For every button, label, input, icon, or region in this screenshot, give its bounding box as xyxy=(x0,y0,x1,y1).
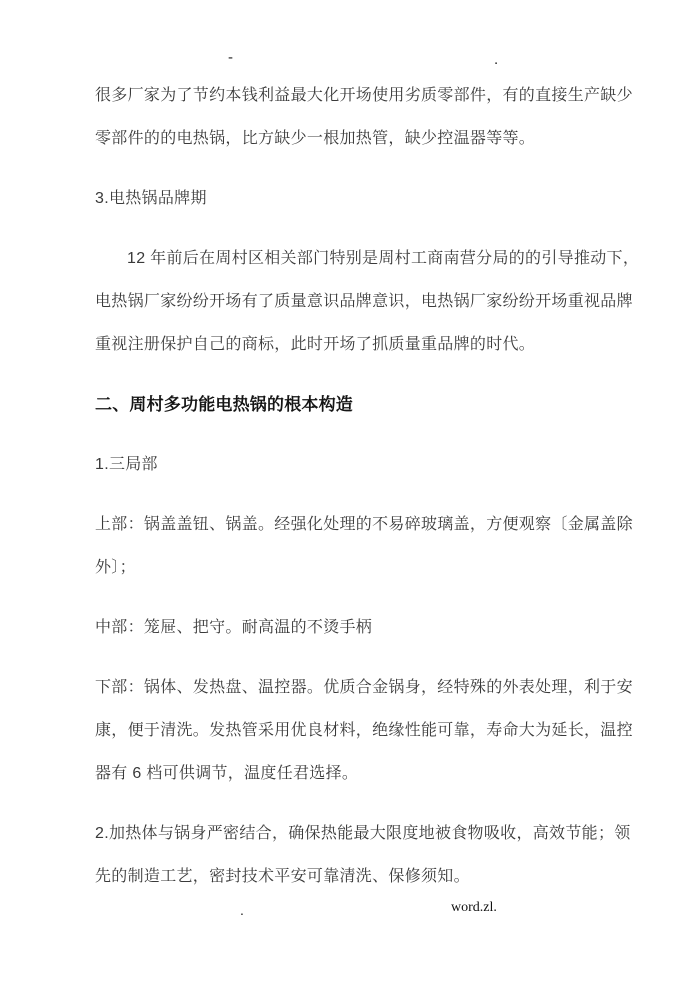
paragraph-brand-awareness xyxy=(95,237,640,366)
heading-brand-period xyxy=(95,177,635,220)
text-line: 康，便于清洗。发热管采用优良材料，绝缘性能可靠，寿命大为延长，温控 xyxy=(95,722,633,739)
paragraph-lower-part xyxy=(95,666,635,795)
text-line: 3.电热锅品牌期 xyxy=(95,190,207,207)
text-line: 器有 6 档可供调节，温度任君选择。 xyxy=(95,765,359,782)
text-line: 很多厂家为了节约本钱利益最大化开场使用劣质零部件，有的直接生产缺少 xyxy=(95,87,633,104)
paragraph-defect-manufacturers xyxy=(95,74,635,160)
header-dash-mark: - xyxy=(228,49,233,66)
text-line: 2.加热体与锅身严密结合，确保热能最大限度地被食物吸收，高效节能；领 xyxy=(95,825,631,842)
footer-dot-mark: . xyxy=(240,902,244,918)
document-body xyxy=(95,74,640,918)
heading-three-parts xyxy=(95,443,635,486)
paragraph-heating-seal xyxy=(95,812,635,898)
header-dot-mark: . xyxy=(494,51,499,68)
text-line: 先的制造工艺，密封技术平安可靠清洗、保修须知。 xyxy=(95,868,470,885)
text-line: 零部件的的电热锅，比方缺少一根加热管，缺少控温器等等。 xyxy=(95,130,536,147)
paragraph-middle-part xyxy=(95,606,635,649)
text-line: 重视注册保护自己的商标，此时开场了抓质量重品牌的时代。 xyxy=(95,336,536,353)
text-line: 中部：笼屉、把守。耐高温的不烫手柄 xyxy=(95,619,373,636)
heading-section-two-structure xyxy=(95,383,635,426)
text-line: 二、周村多功能电热锅的根本构造 xyxy=(95,395,353,414)
watermark-text: word.zl. xyxy=(451,900,497,915)
text-line: 12 年前后在周村区相关部门特别是周村工商南营分局的的引导推动下， xyxy=(127,250,640,267)
text-line: 下部：锅体、发热盘、温控器。优质合金锅身，经特殊的外表处理，利于安 xyxy=(95,679,633,696)
text-line: 外〕； xyxy=(95,559,136,576)
text-line: 上部：锅盖盖钮、锅盖。经强化处理的不易碎玻璃盖，方便观察〔金属盖除 xyxy=(95,516,633,533)
text-line: 1.三局部 xyxy=(95,456,158,473)
text-line: 电热锅厂家纷纷开场有了质量意识品牌意识，电热锅厂家纷纷开场重视品牌 xyxy=(95,293,633,310)
paragraph-upper-part xyxy=(95,503,635,589)
